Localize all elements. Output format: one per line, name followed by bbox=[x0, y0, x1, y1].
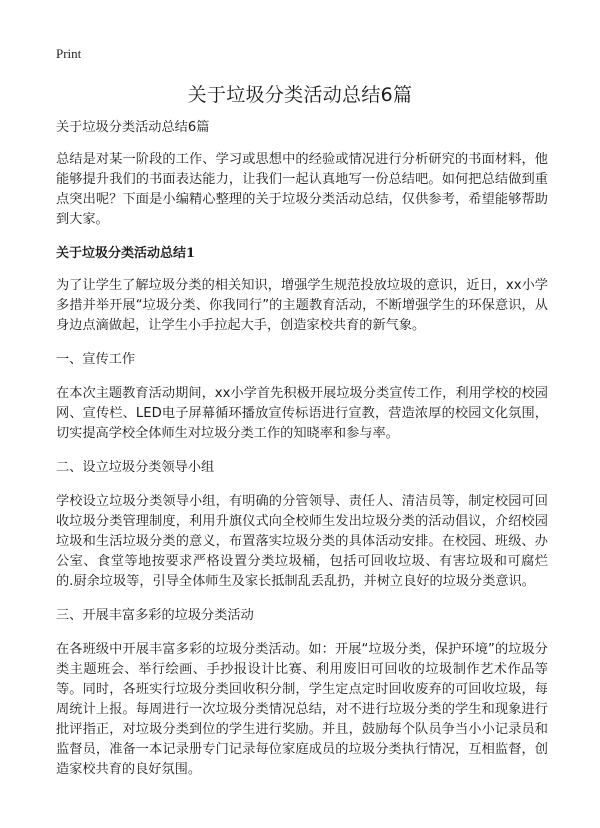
document-title: 关于垃圾分类活动总结6篇 bbox=[187, 84, 413, 106]
document-subtitle: 关于垃圾分类活动总结6篇 bbox=[56, 120, 210, 135]
section-heading: 三、开展丰富多彩的垃圾分类活动 bbox=[56, 608, 254, 623]
paragraph: 在各班级中开展丰富多彩的垃圾分类活动。如：开展“垃圾分类，保护环境”的垃圾分类主题班会、举行绘画、手抄报设计比赛、利用废旧可回收的垃圾制作艺术作品等等。同时，各班实行垃圾分类回收积分制，学生定点定时回收废弃的可回收垃圾，每周统计上报。每周进行一次垃圾分类情况总结，对不进行垃圾分类的学生和现象进行批评指正，对垃圾分类到位的学生进行奖励。并且，鼓励每个队员争当小小记录员和监督员，准备一本记录册专门记录每位家庭成员的垃圾分类执行情况，互相监督，创造家校共育的良好氛围。 bbox=[56, 642, 548, 777]
paragraph: 为了让学生了解垃圾分类的相关知识，增强学生规范投放垃圾的意识，近日，xx小学多措并举开展“垃圾分类、你我同行”的主题教育活动，不断增强学生的环保意识，从身边点滴做起，让学生小手拉起大手，创造家校共育的新气象。 bbox=[56, 278, 548, 333]
document-body bbox=[56, 118, 548, 794]
paragraph: 在本次主题教育活动期间，xx小学首先积极开展垃圾分类宣传工作，利用学校的校园网、宣传栏、LED电子屏幕循环播放宣传标语进行宣教，营造浓厚的校园文化氛围，切实提高学校全体师生对垃圾分类工作的知晓率和参与率。 bbox=[56, 386, 548, 441]
intro-paragraph: 总结是对某一阶段的工作、学习或思想中的经验或情况进行分析研究的书面材料，他能够提升我们的书面表达能力，让我们一起认真地写一份总结吧。如何把总结做到重点突出呢？下面是小编精心整理的关于垃圾分类活动总结，仅供参考，希望能够帮助到大家。 bbox=[56, 152, 548, 227]
section-title: 关于垃圾分类活动总结1 bbox=[56, 246, 196, 261]
section-heading: 二、设立垃圾分类领导小组 bbox=[56, 460, 215, 475]
section-heading: 一、宣传工作 bbox=[56, 352, 136, 367]
paragraph: 学校设立垃圾分类领导小组，有明确的分管领导、责任人、清洁员等，制定校园可回收垃圾分类管理制度，利用升旗仪式向全校师生发出垃圾分类的活动倡议，介绍校园垃圾和生活垃圾分类的意义，布置落实垃圾分类的具体活动安排。在校园、班级、办公室、食堂等地按要求严格设置分类垃圾桶，包括可回收垃圾、有害垃圾和可腐烂的.厨余垃圾等，引导全体师生及家长抵制乱丢乱扔，并树立良好的垃圾分类意识。 bbox=[56, 494, 548, 589]
print-link[interactable]: Print bbox=[56, 46, 82, 61]
